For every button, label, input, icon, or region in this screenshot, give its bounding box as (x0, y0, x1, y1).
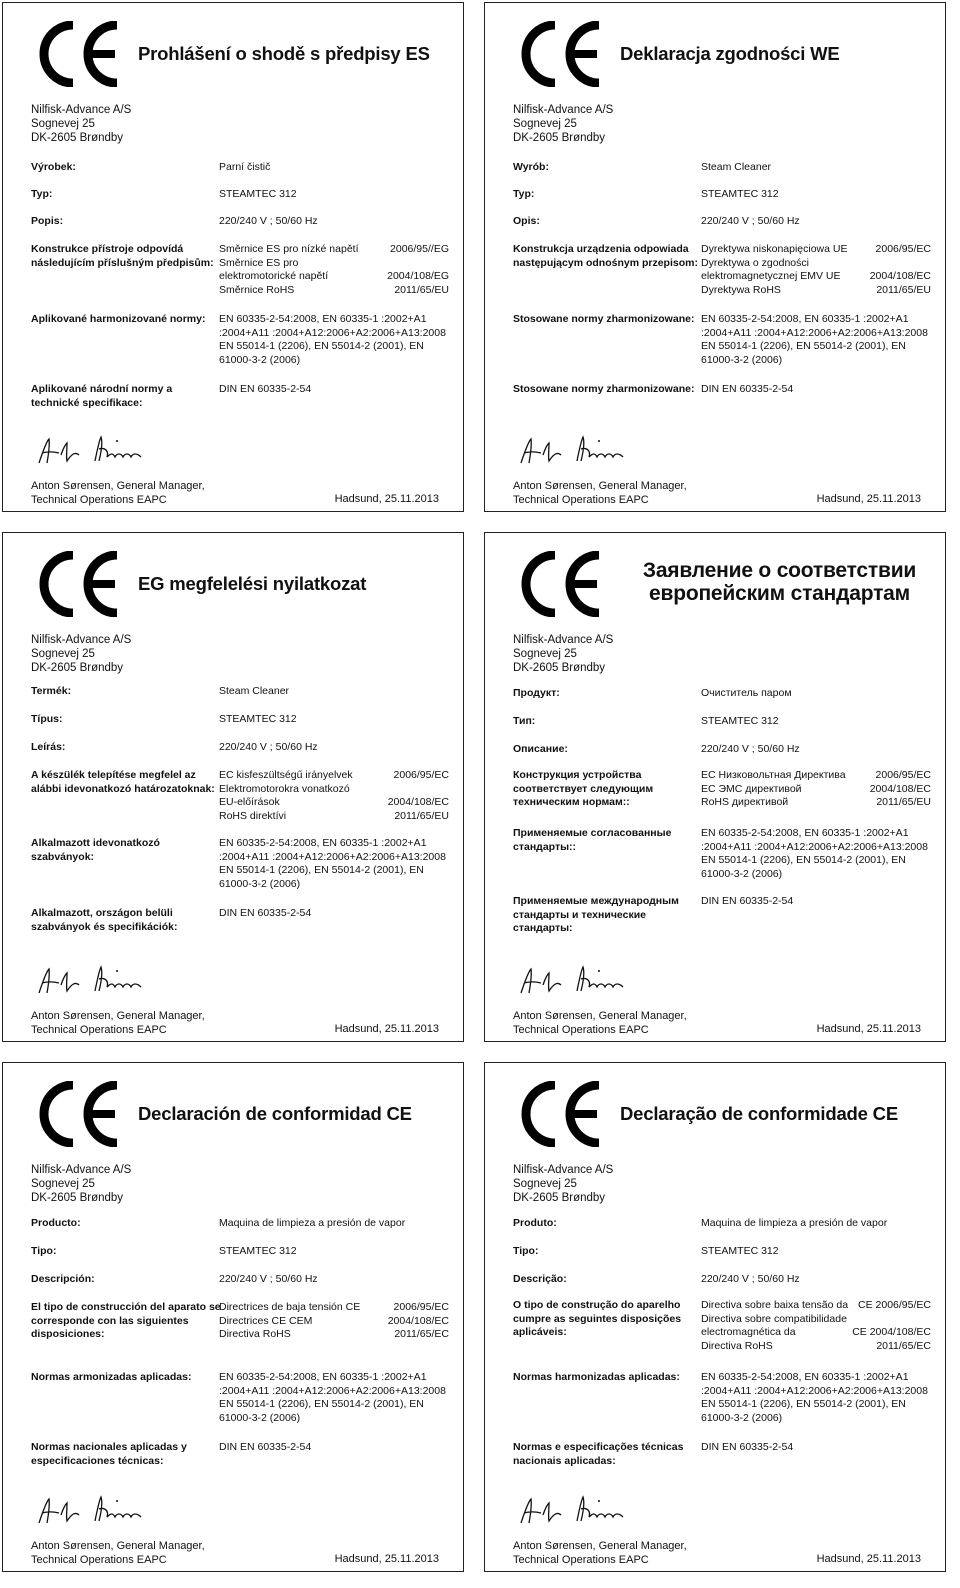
directive-line (701, 257, 931, 271)
directive-name: ЕС Низковольтная Директива (701, 769, 846, 781)
address-line: DK-2605 Brøndby (513, 132, 606, 144)
directive-line (701, 270, 931, 284)
signer-line: Anton Sørensen, General Manager, (513, 1010, 687, 1022)
signer-line: Anton Sørensen, General Manager, (513, 1540, 687, 1552)
declaration-panel (484, 2, 946, 512)
declaration-panel (484, 532, 946, 1042)
field-label: Produto: (513, 1217, 557, 1229)
directive-name: Dyrektywa niskonapięciowa UE (701, 243, 848, 255)
directive-number: 2006/95/EC (875, 243, 931, 255)
signer-name (513, 1010, 687, 1037)
directive-name: Směrnice ES pro (219, 256, 299, 269)
standard-line: EN 60335-2-54:2008, EN 60335-1 :2002+A1 (219, 313, 427, 325)
directive-name: Dyrektywa RoHS (701, 283, 781, 296)
directive-name: EC kisfeszültségű irányelvek (219, 769, 353, 781)
address-line: Sognevej 25 (513, 1178, 577, 1190)
declaration-title: Prohlášení o shodě s předpisy ES (138, 43, 430, 64)
field-value: Maquina de limpieza a presión de vapor (219, 1217, 406, 1229)
field-value (701, 1371, 931, 1425)
field-label: Výrobek: (31, 161, 76, 173)
standard-line: EN 55014-1 (2206), EN 55014-2 (2001), EN (701, 854, 906, 866)
field-value: STEAMTEC 312 (219, 713, 297, 725)
directive-number: CE 2006/95/EC (858, 1299, 931, 1311)
signer-line: Technical Operations EAPC (513, 493, 649, 506)
standard-line: EN 60335-2-54:2008, EN 60335-1 :2002+A1 (219, 1371, 427, 1383)
directive-name: RoHS direktívi (219, 809, 287, 822)
ce-mark-icon (33, 551, 125, 622)
company-address (31, 1163, 131, 1205)
field-value: DIN EN 60335-2-54 (219, 383, 312, 395)
field-label: Popis: (31, 215, 64, 227)
field-value: STEAMTEC 312 (219, 1245, 297, 1257)
field-value (701, 313, 931, 367)
directive-number: 2004/108/EC (387, 1314, 449, 1327)
directive-number: 2011/65/EC (394, 1328, 449, 1340)
field-value (219, 769, 449, 823)
field-label: Leírás: (31, 741, 66, 753)
field-value (701, 1299, 931, 1353)
declaration-panel (2, 2, 464, 512)
place-date: Hadsund, 25.11.2013 (334, 1553, 439, 1565)
field-label: Typ: (513, 188, 535, 200)
declaration-title: Deklaracja zgodności WE (620, 43, 840, 64)
field-label: Descripción: (31, 1273, 95, 1285)
signer-name (513, 1540, 687, 1567)
signature-icon (515, 1493, 635, 1536)
signature-icon (515, 963, 635, 1006)
signer-line: Technical Operations EAPC (31, 1553, 167, 1566)
directive-number: 2004/108/EC (869, 782, 931, 795)
field-label: Wyrób: (513, 161, 549, 173)
directive-number: CE 2004/108/EC (852, 1326, 931, 1338)
directive-name: Směrnice RoHS (219, 283, 295, 296)
directive-line (701, 1326, 931, 1340)
address-line: Sognevej 25 (31, 1178, 95, 1190)
directive-line (701, 243, 931, 257)
field-label: Alkalmazott, országon belüli szabványok és specifikációk: (31, 907, 178, 933)
directive-number: 2011/65/EU (876, 796, 931, 808)
ce-mark-icon (515, 1081, 607, 1152)
field-label: Stosowane normy zharmonizowane: (513, 383, 695, 395)
signer-name (31, 1010, 205, 1037)
directive-number: 2004/108/EG (387, 270, 449, 282)
field-label: Stosowane normy zharmonizowane: (513, 313, 695, 325)
company-address (31, 103, 131, 145)
signer-line: Anton Sørensen, General Manager, (513, 480, 687, 492)
directive-name: Directrices CE CEM (219, 1314, 313, 1327)
declaration-title: Заявление о соответствии европейским стандартам (642, 559, 917, 605)
directive-number: 2006/95/EC (393, 769, 449, 781)
standard-line: EN 55014-1 (2206), EN 55014-2 (2001), EN (219, 1398, 424, 1410)
field-value (219, 837, 449, 891)
field-label: Aplikované národní normy a technické specifikace: (31, 383, 173, 409)
address-line: Sognevej 25 (31, 118, 95, 130)
field-value: Steam Cleaner (219, 685, 290, 697)
standard-line: :2004+A11 :2004+A12:2006+A2:2006+A13:2008 (701, 326, 928, 339)
directive-name: Elektromotorokra vonatkozó (219, 782, 350, 795)
standard-line: EN 55014-1 (2206), EN 55014-2 (2001), EN (219, 340, 424, 352)
address-line: DK-2605 Brøndby (513, 662, 606, 674)
standard-line: EN 55014-1 (2206), EN 55014-2 (2001), EN (701, 340, 906, 352)
address-line: Sognevej 25 (513, 648, 577, 660)
directive-number: 2011/65/EU (394, 809, 449, 822)
field-label: Aplikované harmonizované normy: (31, 313, 206, 325)
declaration-panel (2, 1062, 464, 1572)
field-value: 220/240 V ; 50/60 Hz (219, 215, 318, 227)
field-label: Применяемые международным стандарты и технические стандарты: (513, 895, 679, 934)
field-value: DIN EN 60335-2-54 (219, 907, 312, 919)
directive-name: electromagnética da (701, 1326, 796, 1338)
field-label: Typ: (31, 188, 53, 200)
directive-line (219, 796, 449, 810)
field-label: Opis: (513, 215, 540, 227)
declaration-panel (2, 532, 464, 1042)
field-label: Normas armonizadas aplicadas: (31, 1371, 192, 1383)
field-value: Очиститель паром (701, 687, 792, 699)
field-label: El tipo de construcción del aparato se corresponde con las siguientes disposiciones: (31, 1301, 221, 1340)
directive-line (219, 1301, 449, 1315)
address-line: Sognevej 25 (513, 118, 577, 130)
place-date: Hadsund, 25.11.2013 (816, 1023, 921, 1035)
directive-number: 2011/65/EC (876, 1339, 931, 1352)
directive-line (219, 810, 449, 824)
field-label: Описание: (513, 743, 568, 755)
field-label: Termék: (31, 685, 72, 697)
directive-line (219, 243, 449, 257)
field-value: 220/240 V ; 50/60 Hz (219, 1273, 318, 1285)
directive-line (701, 1340, 931, 1354)
directive-number: 2011/65/EU (394, 283, 449, 296)
address-line: Sognevej 25 (31, 648, 95, 660)
field-value (219, 1301, 449, 1342)
standard-line: 61000-3-2 (2006) (701, 1411, 783, 1424)
directive-name: ЕС ЭМС директивой (701, 782, 802, 795)
directive-name: Directrices de baja tensión CE (219, 1301, 361, 1313)
company-address (513, 103, 613, 145)
address-line: Nilfisk-Advance A/S (31, 1164, 132, 1176)
signature-icon (515, 433, 635, 476)
standard-line: 61000-3-2 (2006) (219, 877, 301, 890)
field-value: DIN EN 60335-2-54 (219, 1441, 312, 1453)
field-value (219, 1371, 449, 1425)
field-value: 220/240 V ; 50/60 Hz (701, 1273, 800, 1285)
field-label: Конструкция устройства соответствует следующим техническим нормам:: (513, 769, 654, 808)
field-value (701, 243, 931, 297)
signer-line: Anton Sørensen, General Manager, (31, 480, 205, 492)
address-line: Nilfisk-Advance A/S (513, 104, 614, 116)
company-address (513, 1163, 613, 1205)
directive-name: elektromotorické napětí (219, 270, 329, 282)
directive-line (701, 769, 931, 783)
signature-icon (33, 1493, 153, 1536)
address-line: Nilfisk-Advance A/S (513, 1164, 614, 1176)
field-label: O tipo de construção do aparelho cumpre as seguintes disposições aplicáveis: (513, 1299, 682, 1338)
standard-line: EN 60335-2-54:2008, EN 60335-1 :2002+A1 (701, 313, 909, 325)
ce-mark-icon (33, 1081, 125, 1152)
field-label: Применяемые согласованные стандарты:: (513, 827, 672, 853)
directive-number: 2006/95/EC (393, 1301, 449, 1313)
signer-line: Technical Operations EAPC (513, 1023, 649, 1036)
standard-line: :2004+A11 :2004+A12:2006+A2:2006+A13:2008 (219, 326, 446, 339)
directive-name: Directiva RoHS (701, 1339, 773, 1352)
field-value: STEAMTEC 312 (219, 188, 297, 200)
directive-line (701, 1313, 931, 1327)
field-value: Steam Cleaner (701, 161, 772, 173)
field-value: 220/240 V ; 50/60 Hz (219, 741, 318, 753)
standard-line: :2004+A11 :2004+A12:2006+A2:2006+A13:2008 (701, 1384, 928, 1397)
field-label: Normas e especificações técnicas nacionais aplicadas: (513, 1441, 684, 1467)
standard-line: 61000-3-2 (2006) (701, 867, 783, 880)
field-label: Normas harmonizadas aplicadas: (513, 1371, 680, 1383)
ce-mark-icon (33, 21, 125, 92)
company-address (31, 633, 131, 675)
directive-number: 2004/108/EC (869, 270, 931, 282)
directive-name: Směrnice ES pro nízké napětí (219, 243, 359, 255)
standard-line: EN 60335-2-54:2008, EN 60335-1 :2002+A1 (701, 827, 909, 839)
standard-line: 61000-3-2 (2006) (219, 1411, 301, 1424)
declaration-title: Declaración de conformidad CE (138, 1103, 412, 1124)
standard-line: 61000-3-2 (2006) (219, 353, 301, 366)
directive-line (219, 1315, 449, 1329)
signer-line: Technical Operations EAPC (513, 1553, 649, 1566)
field-value: DIN EN 60335-2-54 (701, 383, 794, 395)
field-value: Parní čistič (219, 161, 271, 173)
directive-line (219, 270, 449, 284)
field-label: A készülék telepítése megfelel az alábbi idevonatkozó határozatoknak: (31, 769, 215, 795)
field-label: Tipo: (31, 1245, 57, 1257)
directive-line (219, 284, 449, 298)
signer-line: Technical Operations EAPC (31, 1023, 167, 1036)
directive-name: Dyrektywa o zgodności (701, 256, 809, 269)
directive-name: Directiva sobre baixa tensão da (701, 1299, 849, 1311)
field-label: Alkalmazott idevonatkozó szabványok: (31, 837, 160, 863)
place-date: Hadsund, 25.11.2013 (334, 493, 439, 505)
field-label: Konstrukcja urządzenia odpowiada następującym odnośnym przepisom: (513, 243, 698, 269)
field-value: Maquina de limpieza a presión de vapor (701, 1217, 888, 1229)
standard-line: EN 60335-2-54:2008, EN 60335-1 :2002+A1 (701, 1371, 909, 1383)
field-label: Típus: (31, 713, 63, 725)
signer-name (31, 480, 205, 507)
standard-line: :2004+A11 :2004+A12:2006+A2:2006+A13:2008 (701, 840, 928, 853)
field-value: STEAMTEC 312 (701, 1245, 779, 1257)
directive-number: 2011/65/EU (876, 283, 931, 296)
field-label: Producto: (31, 1217, 81, 1229)
field-value (219, 243, 449, 297)
field-value: STEAMTEC 312 (701, 715, 779, 727)
signature-icon (33, 963, 153, 1006)
address-line: DK-2605 Brøndby (31, 132, 124, 144)
standard-line: EN 60335-2-54:2008, EN 60335-1 :2002+A1 (219, 837, 427, 849)
address-line: Nilfisk-Advance A/S (31, 104, 132, 116)
standard-line: EN 55014-1 (2206), EN 55014-2 (2001), EN (701, 1398, 906, 1410)
directive-name: Directiva RoHS (219, 1328, 291, 1340)
standard-line: EN 55014-1 (2206), EN 55014-2 (2001), EN (219, 864, 424, 876)
field-value: STEAMTEC 312 (701, 188, 779, 200)
field-value (701, 769, 931, 810)
directive-line (701, 783, 931, 797)
ce-mark-icon (515, 21, 607, 92)
address-line: DK-2605 Brøndby (513, 1192, 606, 1204)
ce-mark-icon (515, 551, 607, 622)
field-label: Descrição: (513, 1273, 567, 1285)
directive-line (701, 796, 931, 810)
directive-line (219, 769, 449, 783)
directive-number: 2004/108/EC (387, 796, 449, 808)
company-address (513, 633, 613, 675)
address-line: Nilfisk-Advance A/S (513, 634, 614, 646)
signer-line: Anton Sørensen, General Manager, (31, 1010, 205, 1022)
declaration-title: Declaração de conformidade CE (620, 1103, 898, 1124)
standard-line: 61000-3-2 (2006) (701, 353, 783, 366)
field-value: 220/240 V ; 50/60 Hz (701, 215, 800, 227)
address-line: DK-2605 Brøndby (31, 662, 124, 674)
directive-line (701, 1299, 931, 1313)
field-value (701, 827, 931, 881)
signer-line: Anton Sørensen, General Manager, (31, 1540, 205, 1552)
signer-name (513, 480, 687, 507)
address-line: Nilfisk-Advance A/S (31, 634, 132, 646)
directive-name: elektromagnetycznej EMV UE (701, 270, 841, 282)
directive-line (701, 284, 931, 298)
directive-line (219, 783, 449, 797)
signer-name (31, 1540, 205, 1567)
directive-line (219, 1328, 449, 1342)
signature-icon (33, 433, 153, 476)
directive-name: RoHS директивой (701, 796, 789, 808)
directive-number: 2006/95//EG (390, 243, 449, 255)
field-label: Продукт: (513, 687, 560, 699)
field-label: Konstrukce přístroje odpovídá následujícím příslušným předpisům: (31, 243, 214, 269)
field-label: Tipo: (513, 1245, 539, 1257)
field-value: DIN EN 60335-2-54 (701, 1441, 794, 1453)
field-label: Тип: (513, 715, 536, 727)
place-date: Hadsund, 25.11.2013 (334, 1023, 439, 1035)
address-line: DK-2605 Brøndby (31, 1192, 124, 1204)
place-date: Hadsund, 25.11.2013 (816, 493, 921, 505)
declaration-title: EG megfelelési nyilatkozat (138, 573, 367, 594)
directive-number: 2006/95/EC (875, 769, 931, 781)
field-value: DIN EN 60335-2-54 (701, 895, 794, 907)
directive-name: Directiva sobre compatibilidade (701, 1312, 847, 1325)
place-date: Hadsund, 25.11.2013 (816, 1553, 921, 1565)
directive-line (219, 257, 449, 271)
standard-line: :2004+A11 :2004+A12:2006+A2:2006+A13:2008 (219, 850, 446, 863)
declaration-panel (484, 1062, 946, 1572)
standard-line: :2004+A11 :2004+A12:2006+A2:2006+A13:2008 (219, 1384, 446, 1397)
directive-name: EU-előírások (219, 796, 280, 808)
field-value (219, 313, 449, 367)
field-value: 220/240 V ; 50/60 Hz (701, 743, 800, 755)
field-label: Normas nacionales aplicadas y especificaciones técnicas: (31, 1441, 187, 1467)
signer-line: Technical Operations EAPC (31, 493, 167, 506)
